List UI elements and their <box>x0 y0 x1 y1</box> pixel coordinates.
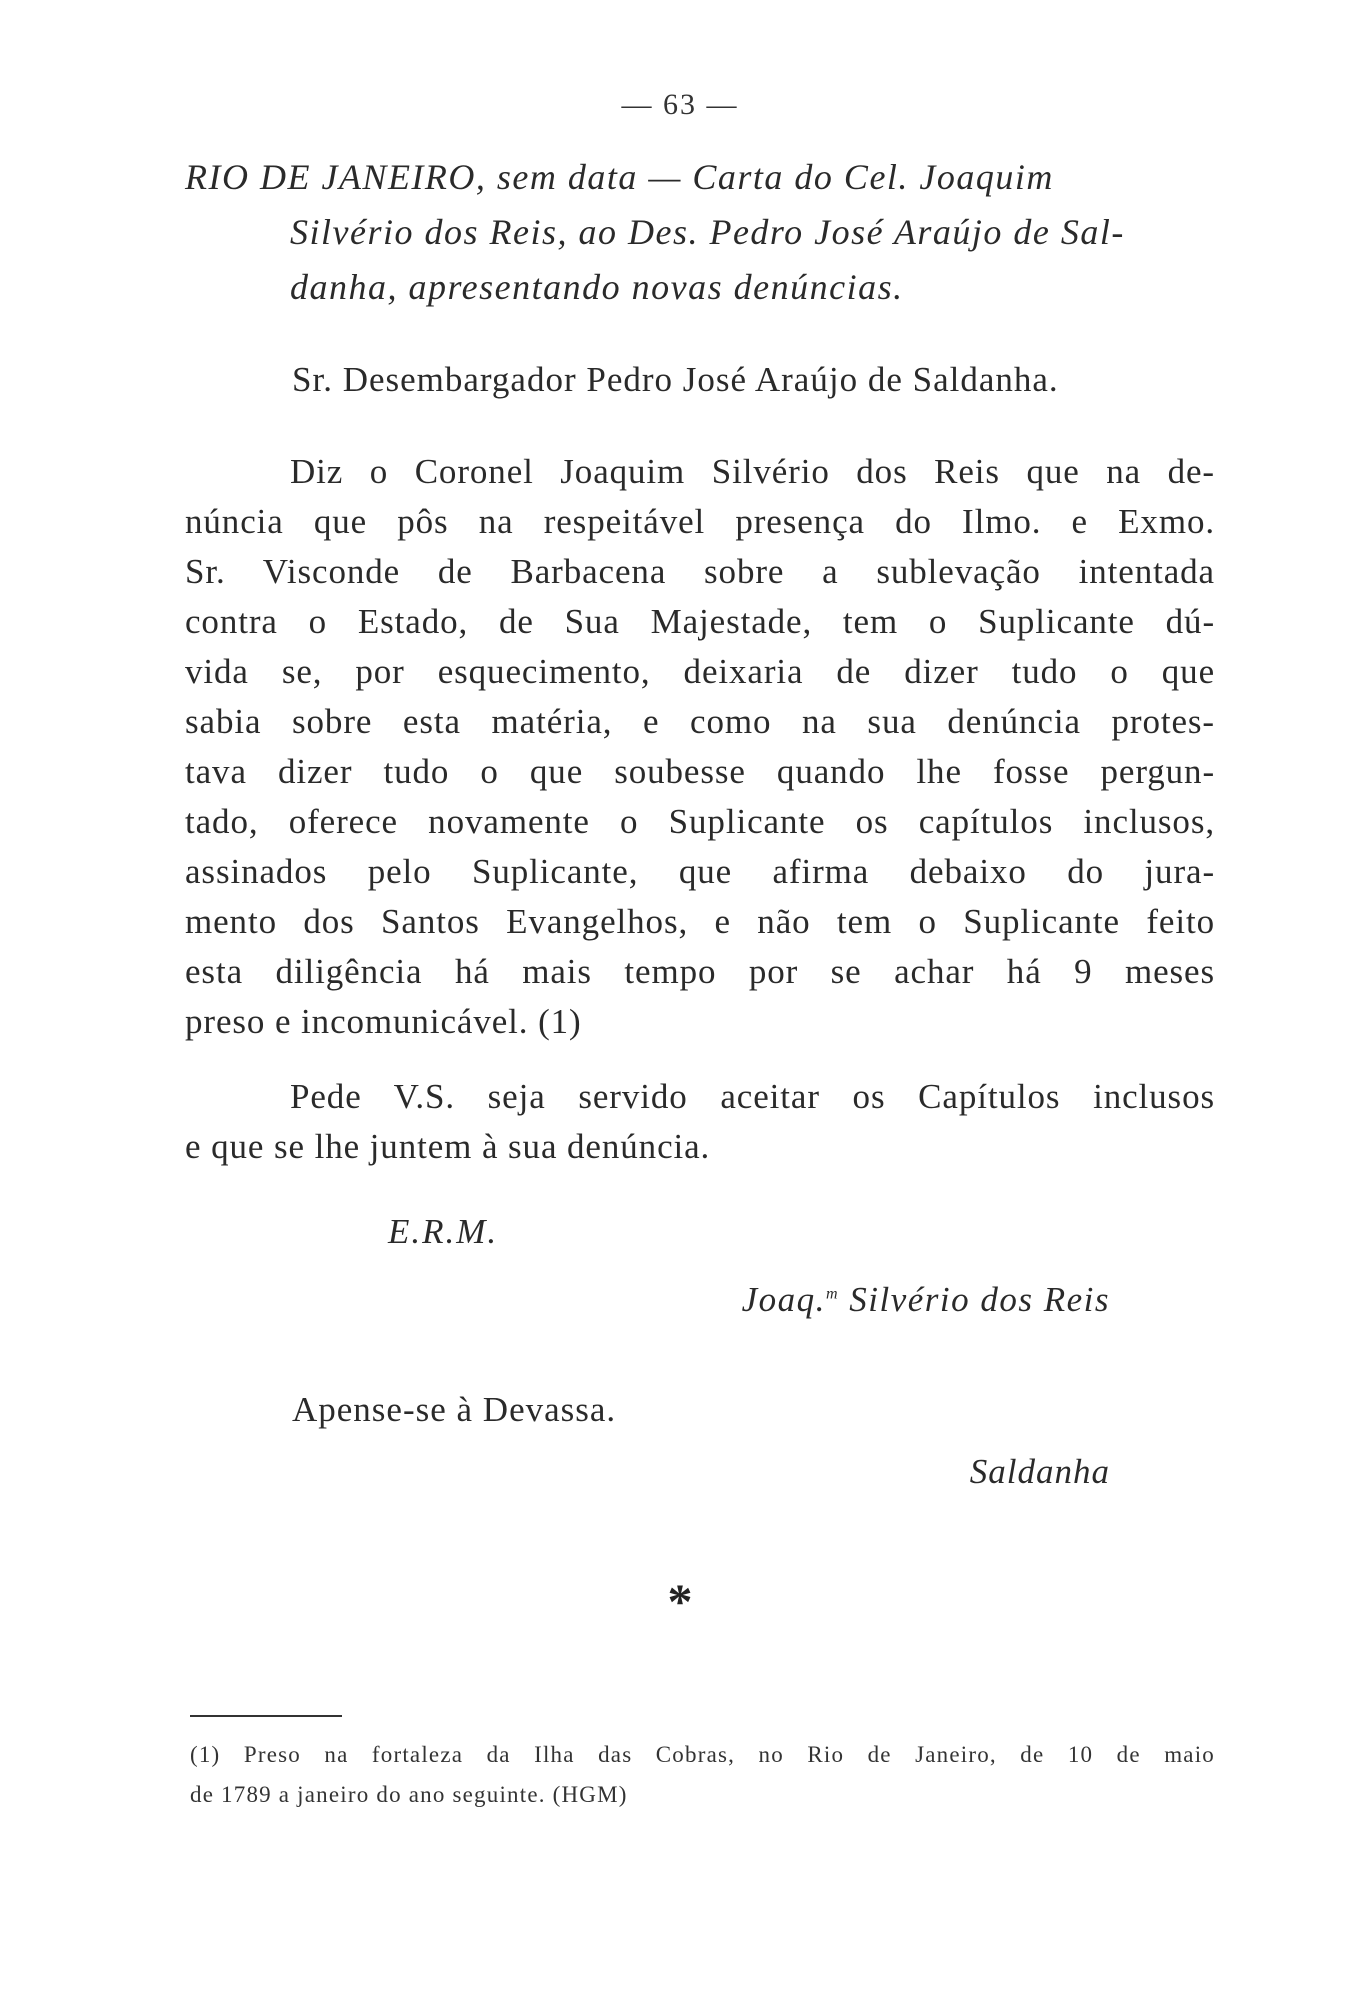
paragraph-line: contra o Estado, de Sua Majestade, tem o Suplicante dú- <box>185 602 1215 641</box>
paragraph-line: vida se, por esquecimento, deixaria de dizer tudo o que <box>185 652 1215 691</box>
paragraph-line: tado, oferece novamente o Suplicante os capítulos inclusos, <box>185 802 1215 841</box>
signature-superscript: m <box>825 1285 839 1303</box>
document-heading <box>185 150 1215 315</box>
paragraph-line: Pede V.S. seja servido aceitar os Capítulos inclusos <box>290 1077 1215 1116</box>
paragraph-request <box>185 1072 1215 1172</box>
paragraph-line: tava dizer tudo o que soubesse quando lhe fosse pergun- <box>185 752 1215 791</box>
paragraph-line: sabia sobre esta matéria, e como na sua denúncia protes- <box>185 702 1215 741</box>
paragraph-line: Diz o Coronel Joaquim Silvério dos Reis que na de- <box>290 452 1215 491</box>
heading-line-3: danha, apresentando novas denúncias. <box>290 267 904 307</box>
salutation: Sr. Desembargador Pedro José Araújo de Saldanha. <box>292 360 1059 399</box>
signature <box>742 1280 1110 1320</box>
heading-line-1: RIO DE JANEIRO, sem data — Carta do Cel. Joaquim <box>185 157 1054 197</box>
heading-line-2: Silvério dos Reis, ao Des. Pedro José Araújo de Sal- <box>290 212 1125 252</box>
closing-formula: E.R.M. <box>388 1212 499 1251</box>
paragraph-line: Sr. Visconde de Barbacena sobre a sublevação intentada <box>185 552 1215 591</box>
signature-abbrev: Joaq. <box>741 1280 826 1319</box>
paragraph-line: esta diligência há mais tempo por se achar há 9 meses <box>185 952 1215 991</box>
section-separator: * <box>667 1573 693 1629</box>
paragraph-line: e que se lhe juntem à sua denúncia. <box>185 1127 711 1166</box>
footnote-line: (1) Preso na fortaleza da Ilha das Cobras, no Rio de Janeiro, de 10 de maio <box>190 1742 1215 1767</box>
signature-name: Silvério dos Reis <box>839 1280 1110 1319</box>
footnote-rule <box>190 1715 342 1717</box>
paragraph-line: núncia que pôs na respeitável presença do Ilmo. e Exmo. <box>185 502 1215 541</box>
footnote-line: de 1789 a janeiro do ano seguinte. (HGM) <box>190 1782 628 1807</box>
paragraph-line: mento dos Santos Evangelhos, e não tem o Suplicante feito <box>185 902 1215 941</box>
footnote <box>190 1735 1215 1815</box>
annotation-signature: Saldanha <box>969 1452 1110 1491</box>
paragraph-line: assinados pelo Suplicante, que afirma debaixo do jura- <box>185 852 1215 891</box>
annotation: Apense-se à Devassa. <box>292 1390 617 1429</box>
page-number: — 63 — <box>621 88 739 121</box>
paragraph-line: preso e incomunicável. (1) <box>185 1002 582 1041</box>
paragraph-petition <box>185 447 1215 1047</box>
